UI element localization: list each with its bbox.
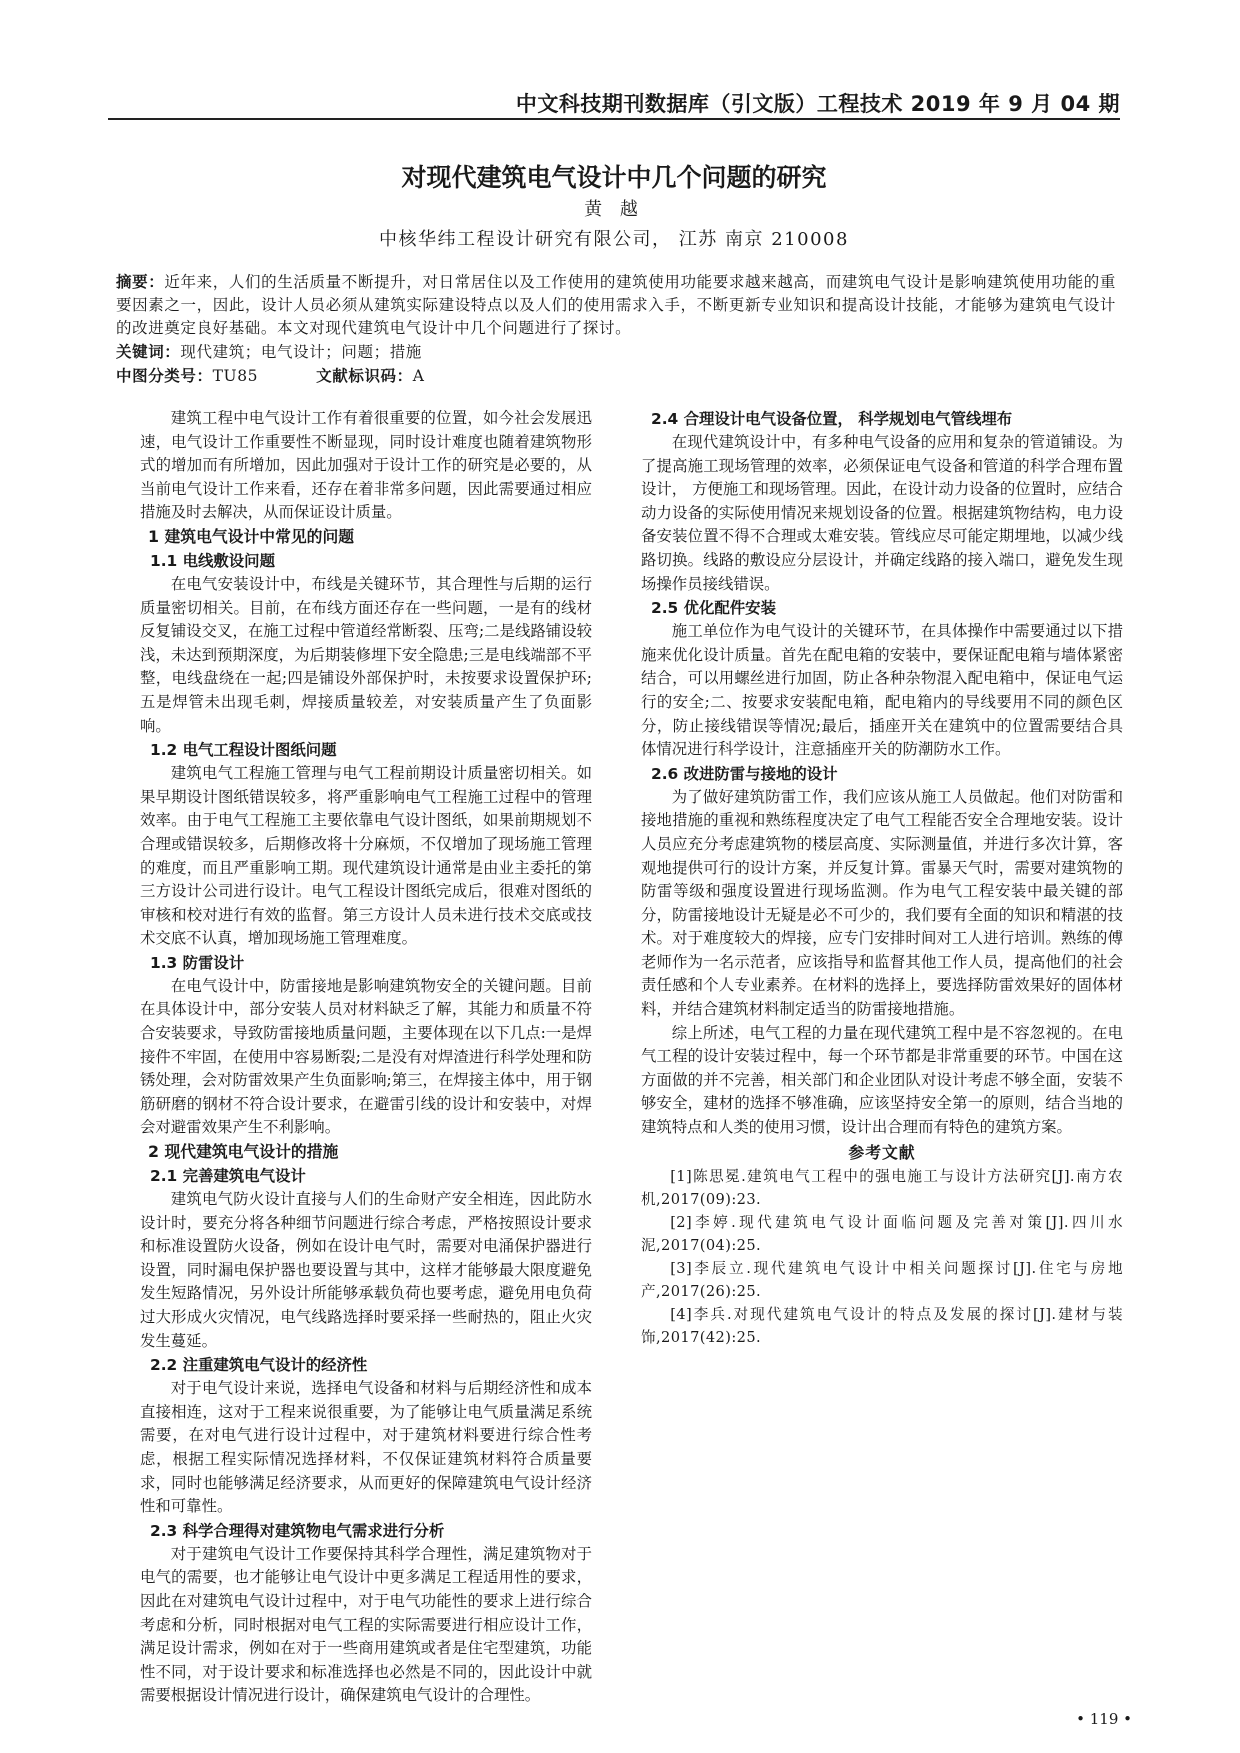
subsection-heading: 2.5 优化配件安装 [651, 599, 776, 618]
abstract-block [116, 270, 1116, 388]
right-column [641, 407, 1123, 1349]
keywords [116, 340, 1116, 364]
clc-label: 中图分类号： [116, 366, 213, 385]
abstract [116, 270, 1116, 340]
subsection-heading: 1.1 电线敷设问题 [150, 551, 275, 570]
paragraph-split: 对于建筑电气设计工作要保持其科学合理性，满足建筑物对于电气的需要，也才能够让电气设计中更多满足工程适用性的要求，因此在对建筑电气设计过程中，对于电气功能性的要求上进行综合考虑和分析，同时根据对电气工程的实际需要进行相应设计工作，满足设计需求，例如在对于一些商用建筑或者是住宅型建筑，功能性不同，对于设计要求和标准选择也必然是不同的，因此设计中就需要根据设计情况进行设计，确保建筑电气设计的合理性。 [140, 1544, 592, 1705]
section-heading: 1 建筑电气设计中常见的问题 [148, 526, 355, 546]
paragraph: 对于电气设计来说，选择电气设备和材料与后期经济性和成本直接相连，这对于工程来说很重要，为了能够让电气质量满足系统需要，在对电气进行设计过程中，对于建筑材料要进行综合性考虑，根据工程实际情况选择材料，不仅保证建筑材料符合质量要求，同时也能够满足经济要求，从而更好的保障建筑电气设计经济性和可靠性。 [140, 1379, 592, 1516]
keywords-label: 关键词： [116, 342, 181, 361]
paragraph: 施工单位作为电气设计的关键环节，在具体操作中需要通过以下措施来优化设计质量。首先在配电箱的安装中，要保证配电箱与墙体紧密结合，可以用螺丝进行加固，防止各种杂物混入配电箱中，保证电气运行的安全;二、按要求安装配电箱，配电箱内的导线要用不同的颜色区分，防止接线错误等情况;最后，插座开关在建筑中的位置需要结合具体情况进行科学设计，注意插座开关的防潮防水工作。 [641, 622, 1123, 759]
page-number: • 119 • [1076, 1710, 1132, 1728]
reference-item: [1]陈思冕.建筑电气工程中的强电施工与设计方法研究[J].南方农机,2017(09):23. [641, 1167, 1123, 1208]
subsection-heading: 1.3 防雷设计 [150, 953, 245, 972]
affiliation: 中核华纬工程设计研究有限公司， 江苏 南京 210008 [379, 229, 849, 250]
left-column [140, 407, 592, 1708]
subsection-heading: 1.2 电气工程设计图纸问题 [150, 741, 337, 760]
doc-code-value: A [412, 367, 425, 385]
classification [116, 364, 1116, 388]
header-divider [108, 118, 1120, 120]
keywords-text: 现代建筑；电气设计；问题；措施 [180, 343, 422, 361]
abstract-text: 近年来，人们的生活质量不断提升，对日常居住以及工作使用的建筑使用功能要求越来越高，而建筑电气设计是影响建筑使用功能的重要因素之一，因此，设计人员必须从建筑实际建设特点以及人们的使用需求入手，不断更新专业知识和提高设计技能，才能够为建筑电气设计的改进奠定良好基础。本文对现代建筑电气设计中几个问题进行了探讨。 [116, 273, 1116, 337]
references-heading: 参考文献 [848, 1142, 916, 1162]
section-heading: 2 现代建筑电气设计的措施 [148, 1142, 339, 1162]
paragraph: 建筑电气工程施工管理与电气工程前期设计质量密切相关。如果早期设计图纸错误较多，将严重影响电气工程施工过程中的管理效率。由于电气工程施工主要依靠电气设计图纸，如果前期规划不合理或错误较多，后期修改将十分麻烦，不仅增加了现场施工管理的难度，而且严重影响工期。现代建筑设计通常是由业主委托的第三方设计公司进行设计。电气工程设计图纸完成后，很难对图纸的审核和校对进行有效的监督。第三方设计人员未进行技术交底或技术交底不认真，增加现场施工管理难度。 [140, 764, 592, 948]
subsection-heading: 2.2 注重建筑电气设计的经济性 [150, 1356, 368, 1375]
paragraph: 在电气设计中，防雷接地是影响建筑物安全的关键问题。目前在具体设计中，部分安装人员对材料缺乏了解，其能力和质量不符合安装要求，导致防雷接地质量问题，主要体现在以下几点:一是焊接件不牢固，在使用中容易断裂;二是没有对焊渣进行科学处理和防锈处理，会对防雷效果产生负面影响;第三，在焊接主体中，用于钢筋研磨的钢材不符合设计要求，在避雷引线的设计和安装中，对焊会对避雷效果产生不利影响。 [140, 976, 592, 1137]
subsection-heading: 2.1 完善建筑电气设计 [150, 1167, 306, 1186]
subsection-heading: 2.4 合理设计电气设备位置， 科学规划电气管线埋布 [651, 410, 1013, 428]
intro-paragraph: 建筑工程中电气设计工作有着很重要的位置，如今社会发展迅速，电气设计工作重要性不断显现，同时设计难度也随着建筑物形式的增加而有所增加，因此加强对于设计工作的研究是必要的，从当前电气设计工作来看，还存在着非常多问题，因此需要通过相应措施及时去解决，从而保证设计质量。 [140, 409, 592, 522]
paragraph: 在现代建筑设计中，有多种电气设备的应用和复杂的管道铺设。为了提高施工现场管理的效率，必须保证电气设备和管道的科学合理布置设计， 方便施工和现场管理。因此，在设计动力设备的位置时，应结合动力设备的实际使用情况来规划设备的位置。根据建筑物结构，电力设备安装位置不得不合理或太难安装。管线应尽可能定期埋地，以减少线路切换。线路的敷设应分层设计，并确定线路的接入端口，避免发生现场操作员接线错误。 [641, 433, 1124, 593]
reference-item: [3]李辰立.现代建筑电气设计中相关问题探讨[J].住宅与房地产,2017(26):25. [641, 1259, 1123, 1300]
paper-title: 对现代建筑电气设计中几个问题的研究 [401, 163, 827, 192]
conclusion-paragraph: 综上所述，电气工程的力量在现代建筑工程中是不容忽视的。在电气工程的设计安装过程中，每一个环节都是非常重要的环节。中国在这方面做的并不完善，相关部门和企业团队对设计考虑不够全面，安装不够安全，建材的选择不够准确，应该坚持安全第一的原则，结合当地的建筑特点和人类的使用习惯，设计出合理而有特色的建筑方案。 [641, 1023, 1123, 1137]
reference-item: [2]李婷.现代建筑电气设计面临问题及完善对策[J].四川水泥,2017(04):25. [641, 1213, 1123, 1254]
paragraph: 为了做好建筑防雷工作，我们应该从施工人员做起。他们对防雷和接地措施的重视和熟练程度决定了电气工程能否安全合理地安装。设计人员应充分考虑建筑物的楼层高度、实际测量值，并进行多次计算，客观地提供可行的设计方案，并反复计算。雷暴天气时，需要对建筑物的防雷等级和强度设置进行现场监测。作为电气工程安装中最关键的部分，防雷接地设计无疑是必不可少的，我们要有全面的知识和精湛的技术。对于难度较大的焊接，应专门安排时间对工人进行培训。熟练的傅老师作为一名示范者，应该指导和监督其他工作人员，提高他们的社会责任感和个人专业素养。在材料的选择上，要选择防雷效果好的固体材料，并结合建筑材料制定适当的防雷接地措施。 [641, 787, 1123, 1019]
author: 黄 越 [584, 199, 644, 220]
clc-value: TU85 [212, 367, 259, 385]
journal-header: 中文科技期刊数据库（引文版）工程技术 2019 年 9 月 04 期 [515, 92, 1120, 116]
subsection-heading: 2.6 改进防雷与接地的设计 [651, 764, 838, 783]
subsection-heading: 2.3 科学合理得对建筑物电气需求进行分析 [150, 1521, 445, 1540]
paragraph: 建筑电气防火设计直接与人们的生命财产安全相连，因此防水设计时，要充分将各种细节问题进行综合考虑，严格按照设计要求和标准设置防火设备，例如在设计电气时，需要对电涌保护器进行设置，同时漏电保护器也要设置与其中，这样才能够最大限度避免发生短路情况，另外设计所能够承载负荷也要考虑，避免用电负荷过大形成火灾情况，电气线路选择时要采择一些耐热的，阻止火灾发生蔓延。 [140, 1190, 592, 1350]
reference-item: [4]李兵.对现代建筑电气设计的特点及发展的探讨[J].建材与装饰,2017(42):25. [641, 1305, 1123, 1346]
doc-code-label: 文献标识码： [316, 366, 413, 385]
paragraph: 在电气安装设计中，布线是关键环节，其合理性与后期的运行质量密切相关。目前，在布线方面还存在一些问题，一是有的线材反复铺设交叉，在施工过程中管道经常断裂、压弯;二是线路铺设较浅，未达到预期深度，为后期装修埋下安全隐患;三是电线端部不平整，电线盘绕在一起;四是铺设外部保护时，未按要求设置保护环;五是焊管未出现毛刺，焊接质量较差，对安装质量产生了负面影响。 [140, 574, 592, 735]
abstract-label: 摘要： [116, 272, 165, 291]
